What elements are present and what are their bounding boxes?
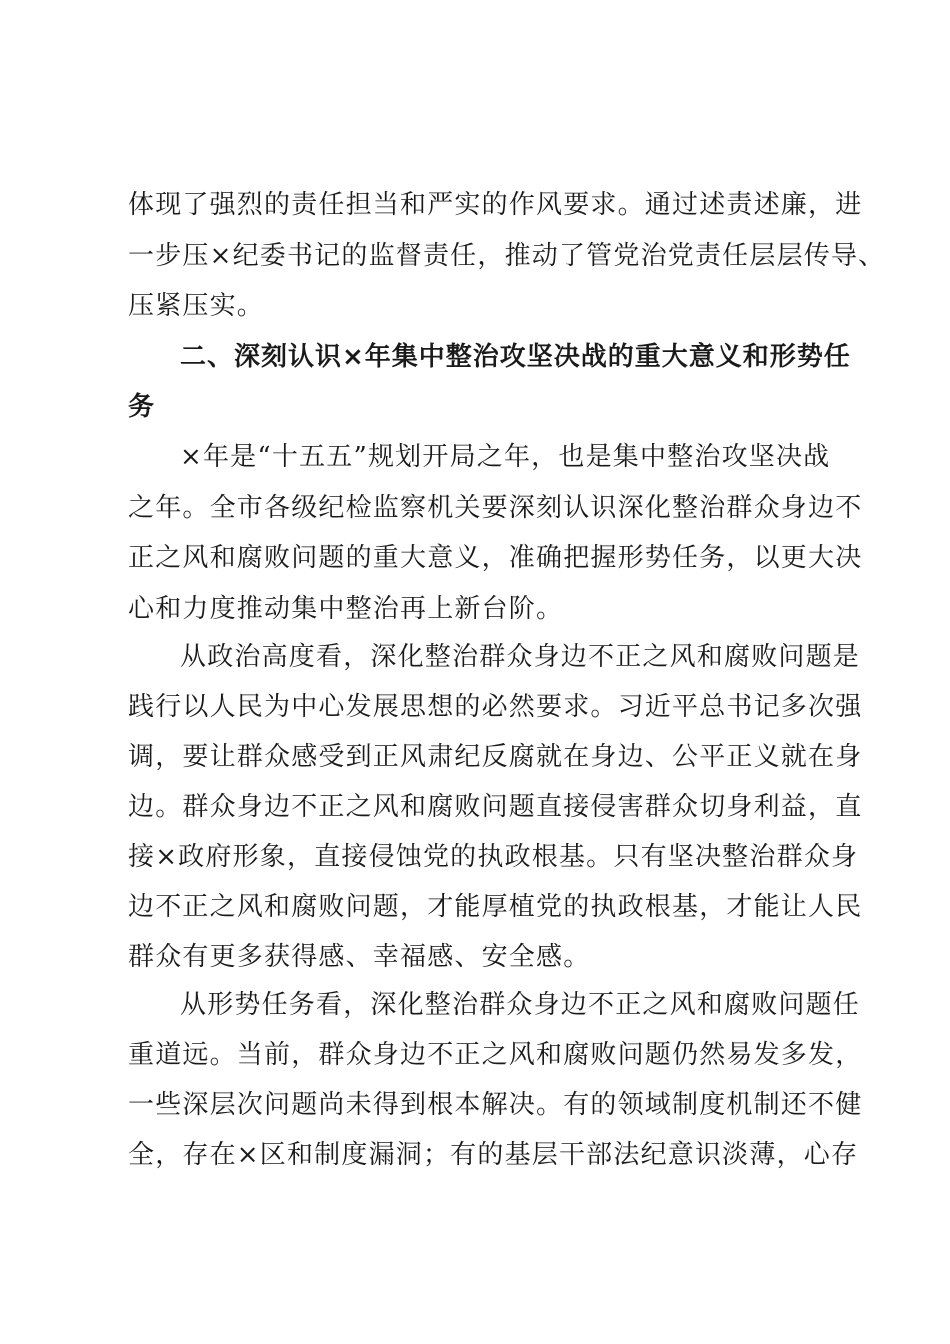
paragraph-line: 边不正之风和腐败问题，才能厚植党的执政根基，才能让人民: [128, 892, 863, 922]
paragraph-line: 一步压×纪委书记的监督责任，推动了管党治党责任层层传导、: [128, 241, 886, 271]
paragraph-line: 调，要让群众感受到正风肃纪反腐就在身边、公平正义就在身: [128, 742, 863, 772]
paragraph-line: 从形势任务看，深化整治群众身边不正之风和腐败问题任: [180, 990, 861, 1020]
paragraph-line: 正之风和腐败问题的重大意义，准确把握形势任务，以更大决: [128, 543, 863, 573]
paragraph-line: 体现了强烈的责任担当和严实的作风要求。通过述责述廉，进: [128, 190, 863, 220]
paragraph-line: 从政治高度看，深化整治群众身边不正之风和腐败问题是: [180, 642, 861, 672]
paragraph-line: 压紧压实。: [128, 291, 265, 321]
paragraph-line: 边。群众身边不正之风和腐败问题直接侵害群众切身利益，直: [128, 792, 863, 822]
paragraph-line: 接×政府形象，直接侵蚀党的执政根基。只有坚决整治群众身: [128, 842, 859, 872]
paragraph-line: 一些深层次问题尚未得到根本解决。有的领域制度机制还不健: [128, 1090, 863, 1120]
paragraph-line: 全，存在×区和制度漏洞；有的基层干部法纪意识淡薄，心存: [128, 1140, 859, 1170]
section-heading: 二、深刻认识×年集中整治攻坚决战的重大意义和形势任: [180, 342, 851, 372]
paragraph-line: 群众有更多获得感、幸福感、安全感。: [128, 942, 591, 972]
paragraph-line: 践行以人民为中心发展思想的必然要求。习近平总书记多次强: [128, 692, 863, 722]
paragraph-line: 心和力度推动集中整治再上新台阶。: [128, 594, 564, 624]
section-heading: 务: [128, 392, 156, 422]
paragraph-line: ×年是“十五五”规划开局之年，也是集中整治攻坚决战: [180, 442, 831, 472]
paragraph-line: 之年。全市各级纪检监察机关要深刻认识深化整治群众身边不: [128, 493, 863, 523]
paragraph-line: 重道远。当前，群众身边不正之风和腐败问题仍然易发多发，: [128, 1040, 863, 1070]
